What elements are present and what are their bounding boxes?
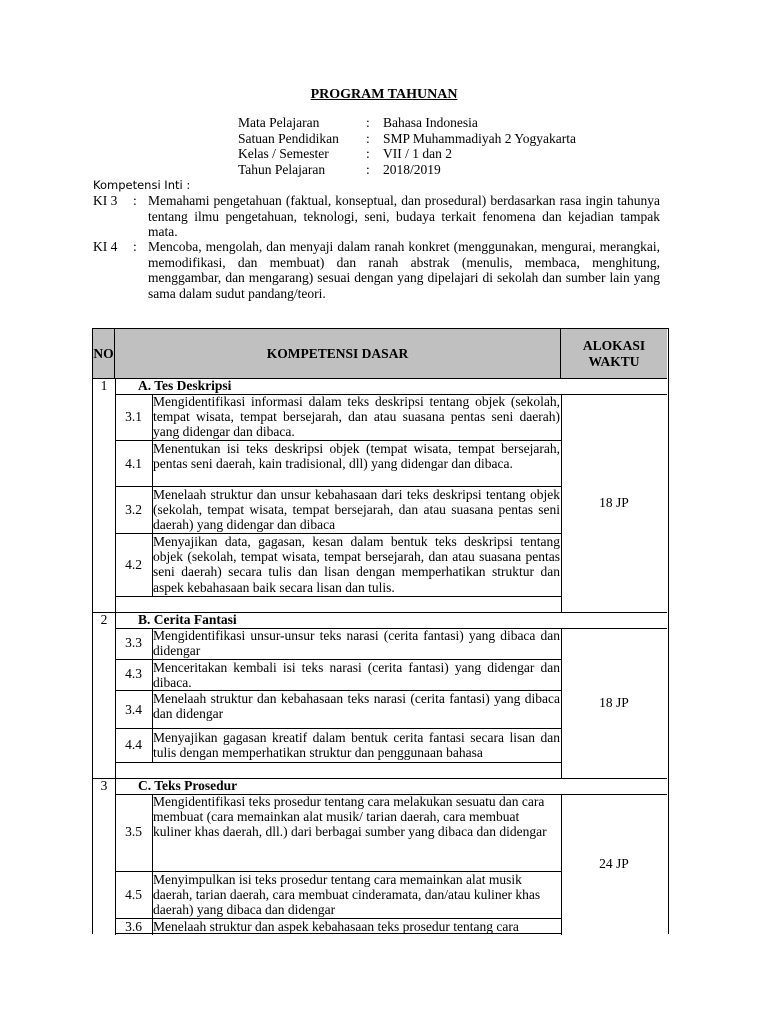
section-title: A. Tes Deskripsi (138, 378, 232, 393)
kd-text: Menelaah struktur dan unsur kebahasaan dari teks deskripsi tentang objek (sekolah, tempat wisata, tempat bersejarah, dan atau suasana pentas seni daerah) yang didengar dan dibaca (153, 487, 560, 533)
kd-text: Menyajikan data, gagasan, kesan dalam bentuk teks deskripsi tentang objek (sekolah, tempat wisata, tempat bersejarah, dan atau suasana pentas seni daerah) secara tulis dan lisan dengan memperhatikan struktur dan aspek kebahasaan baik secara lisan dan tulis. (153, 534, 560, 595)
ki-code: KI 3 (93, 193, 118, 208)
meta-row (238, 131, 576, 147)
meta-colon: : (366, 115, 370, 130)
meta-row (238, 146, 576, 162)
meta-label: Mata Pelajaran (238, 115, 320, 130)
section-number: 3 (100, 778, 108, 793)
section-title: B. Cerita Fantasi (138, 612, 237, 627)
meta-row (238, 162, 576, 178)
meta-value: 2018/2019 (383, 161, 441, 177)
kd-text: Mengidentifikasi unsur-unsur teks narasi (cerita fantasi) yang dibaca dan didengar (153, 628, 560, 659)
kd-text: Mengidentifikasi teks prosedur tentang cara melakukan sesuatu dan cara membuat (cara memainkan alat musik/ tarian daerah, cara membuat kuliner khas daerah, dll.) dari berbagai sumber yang dibaca dan didengar (153, 794, 547, 840)
meta-value: VII / 1 dan 2 (383, 146, 452, 161)
ki-code: KI 4 (93, 239, 118, 254)
kd-text: Menyimpulkan isi teks prosedur tentang cara memainkan alat musik daerah, tarian daerah, cara membuat cinderamata, dan/atau kuliner khas daerah) yang dibaca dan didengar (153, 872, 541, 918)
table-header (93, 329, 667, 379)
kompetensi-inti-heading: Kompetensi Inti : (93, 178, 191, 192)
meta-value: SMP Muhammadiyah 2 Yogyakarta (383, 130, 576, 146)
header-no: NO (93, 329, 115, 378)
kd-number: 3.6 (125, 919, 142, 934)
kd-number: 4.5 (125, 887, 142, 902)
alokasi-waktu: 18 JP (599, 695, 629, 710)
meta-colon: : (366, 130, 370, 146)
header-alokasi-waktu: ALOKASI WAKTU (561, 329, 667, 378)
kd-number: 3.3 (125, 635, 142, 650)
ki-text: Mencoba, mengolah, dan menyaji dalam ranah konkret (menggunakan, mengurai, merangkai, memodifikasi, dan membuat) dan ranah abstrak (menulis, membaca, menghitung, menggambar, dan mengarang) sesuai dengan yang dipelajari di sekolah dan sumber lain yang sama dalam sudut pandang/teori. (148, 239, 660, 301)
meta-label: Kelas / Semester (238, 146, 329, 161)
kd-number: 4.2 (125, 557, 142, 572)
alokasi-waktu: 24 JP (599, 856, 629, 871)
meta-value: Bahasa Indonesia (383, 115, 478, 130)
kd-number: 3.4 (125, 702, 142, 717)
meta-label: Tahun Pelajaran (238, 161, 326, 177)
ki-colon: : (133, 193, 137, 208)
kd-text: Menceritakan kembali isi teks narasi (cerita fantasi) yang didengar dan dibaca. (153, 660, 560, 691)
alokasi-waktu: 18 JP (599, 495, 629, 510)
kd-number: 4.1 (125, 456, 142, 471)
kd-text: Menelaah struktur dan aspek kebahasaan teks prosedur tentang cara (153, 919, 519, 934)
kompetensi-table (92, 328, 669, 934)
page-title: PROGRAM TAHUNAN (310, 87, 458, 102)
kd-text: Mengidentifikasi informasi dalam teks deskripsi tentang objek (sekolah, tempat wisata, tempat bersejarah, dan atau suasana pentas seni daerah) yang didengar dan dibaca. (153, 394, 560, 440)
section-title: C. Teks Prosedur (138, 778, 238, 793)
meta-row (238, 115, 576, 131)
ki-item (93, 239, 660, 301)
section-number: 1 (100, 378, 108, 393)
kd-text: Menelaah struktur dan kebahasaan teks narasi (cerita fantasi) yang dibaca dan didengar (153, 691, 560, 722)
ki-text: Memahami pengetahuan (faktual, konseptual, dan prosedural) berdasarkan rasa ingin tahunya tentang ilmu pengetahuan, teknologi, seni, budaya terkait fenomena dan kejadian tampak mata. (148, 193, 660, 239)
row-line (115, 762, 561, 763)
header-kompetensi-dasar: KOMPETENSI DASAR (115, 329, 561, 378)
row-line (115, 728, 561, 729)
meta-colon: : (366, 146, 370, 161)
kd-text: Menentukan isi teks deskripsi objek (tempat wisata, tempat bersejarah, pentas seni daerah, kain tradisional, dll) yang didengar dan dibaca. (153, 441, 560, 472)
ki-colon: : (133, 239, 137, 254)
kd-number: 4.3 (125, 666, 142, 681)
kd-number: 3.5 (125, 824, 142, 839)
meta-block (238, 115, 576, 177)
meta-label: Satuan Pendidikan (238, 130, 339, 146)
kd-number: 3.1 (125, 409, 142, 424)
section-number: 2 (100, 612, 108, 627)
kd-number: 4.4 (125, 737, 142, 752)
meta-colon: : (366, 161, 370, 177)
kd-text: Menyajikan gagasan kreatif dalam bentuk cerita fantasi secara lisan dan tulis dengan memperhatikan struktur dan penggunaan bahasa (153, 730, 560, 761)
row-line (115, 596, 561, 597)
row-line (115, 933, 561, 934)
kd-number: 3.2 (125, 502, 142, 517)
ki-item (93, 193, 660, 240)
